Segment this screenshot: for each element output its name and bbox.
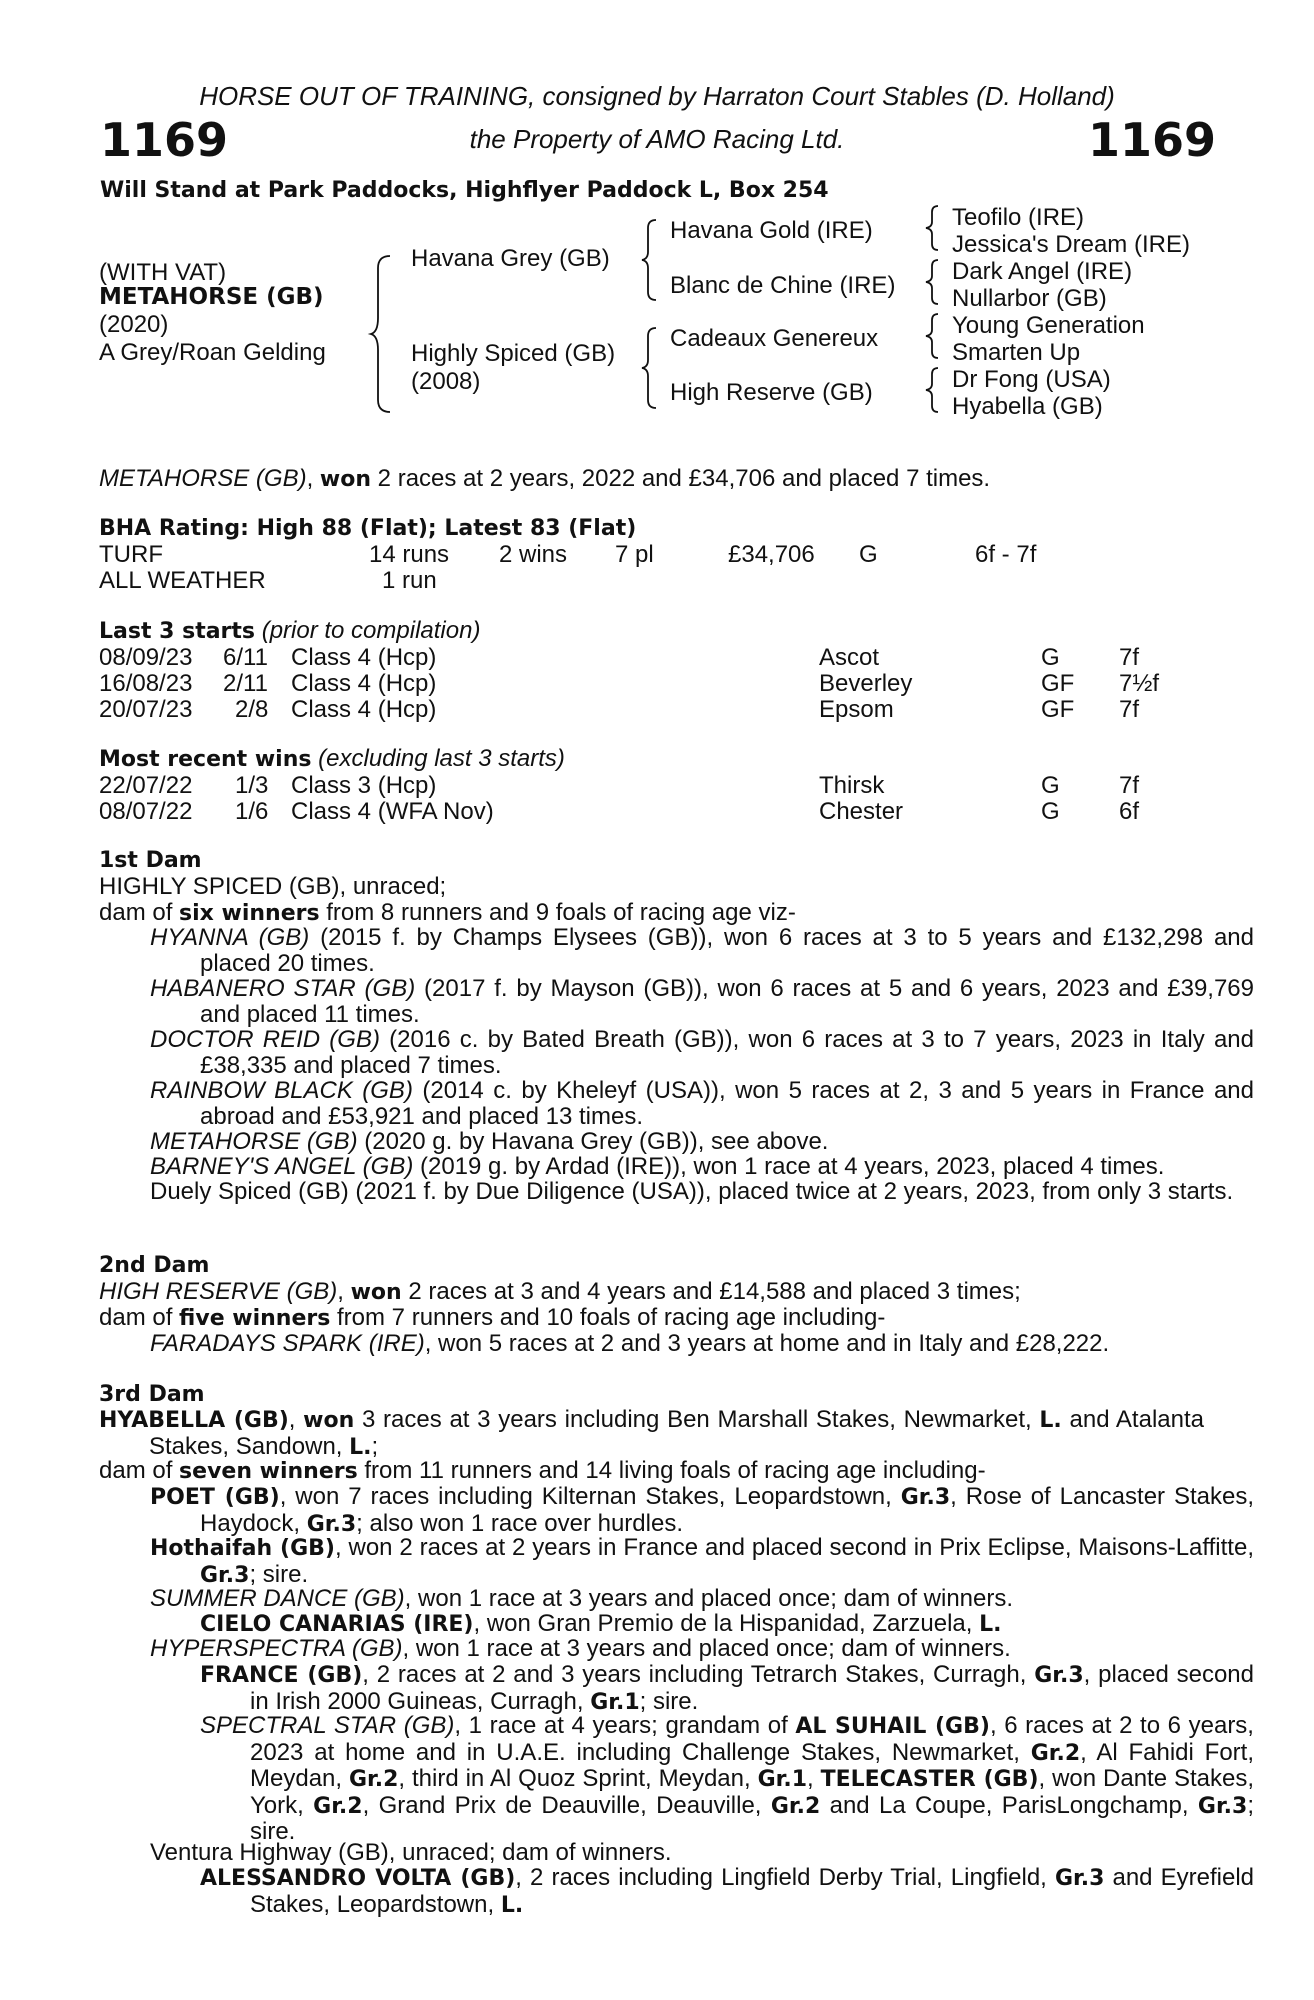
race-class: Class 4 (Hcp) [291,696,437,723]
going: G [1041,798,1060,825]
earnings: £34,706 [728,541,815,568]
distance: 7½f [1119,670,1160,697]
dam-name: HIGH RESERVE (GB) [99,1278,338,1305]
dam-name: Highly Spiced (GB) [411,340,616,367]
brace-ss [924,204,942,252]
distance: 7f [1119,696,1140,723]
grade: L. [1039,1408,1062,1433]
progeny-entry [150,1027,1254,1078]
grade: Gr.2 [1030,1740,1081,1766]
dam-name: HYABELLA (GB) [99,1408,289,1433]
second-dam-produce-line [99,1305,885,1332]
brace-sd [924,258,942,306]
progeny-entry-alessandro-volta [200,1865,1254,1918]
progeny-entry-hothaifah [150,1535,1254,1588]
text: , third in Al Quoz Sprint, Meydan, [398,1765,758,1792]
race-class: Class 4 (Hcp) [291,644,437,671]
distance: 7f [1119,772,1140,799]
lot-number-right: 1169 [1088,113,1217,167]
progeny-record: (2015 f. by Champs Elysees (GB)), won 6 races at 3 to 5 years and £132,298 and placed 20 times. [200,924,1254,977]
progeny-record: , won 5 races at 2 and 3 years at home and in Italy and £28,222. [424,1330,1110,1357]
date: 08/09/23 [99,644,193,671]
progeny-name: SUMMER DANCE (GB) [150,1585,405,1612]
progeny-entry-hyperspectra [150,1636,1011,1662]
grade: Gr.3 [306,1511,357,1537]
progeny-entry [150,1078,1254,1129]
grade: Gr.3 [1054,1866,1105,1891]
text: , won 1 race at 3 years and placed once; dam of winners. [404,1585,1014,1612]
ped-ddd: Hyabella (GB) [952,393,1103,420]
surface: ALL WEATHER [99,567,266,594]
distance: 6f - 7f [975,541,1037,568]
lot-number-left: 1169 [100,113,229,167]
progeny-name: FRANCE (GB) [200,1663,363,1688]
horse-description: A Grey/Roan Gelding [99,339,326,366]
third-dam-heading: 3rd Dam [99,1382,205,1407]
summary-won: won [319,467,372,492]
third-dam-produce-line [99,1458,986,1485]
distance: 7f [1119,644,1140,671]
progeny-name: RAINBOW BLACK (GB) [150,1077,413,1104]
text: dam of [99,899,180,926]
recent-wins-heading [99,746,565,773]
text: , Al Fahidi Fort, Meydan, [250,1738,1255,1792]
second-dam-heading: 2nd Dam [99,1253,210,1278]
text: , 6 races at 2 to 6 years, 2023 at home and in U.A.E. including Challenge Stakes, Newmarket, [250,1712,1254,1766]
grade: L. [979,1612,1002,1637]
position: 1/3 [235,772,269,799]
sire-name: Havana Grey (GB) [411,245,610,272]
dam-year: (2008) [411,368,481,395]
grade: Gr.2 [313,1793,363,1819]
winners-count: five winners [179,1306,331,1331]
progeny-entry-spectral-star [200,1713,1254,1845]
grade: Gr.3 [1034,1663,1084,1688]
recent-wins-note: (excluding last 3 starts) [311,745,565,772]
text: , placed second in Irish 2000 Guineas, Curragh, [250,1661,1254,1715]
sire-dam: Blanc de Chine (IRE) [670,272,896,299]
brace-dam [640,326,660,410]
progeny-entry: Duely Spiced (GB) (2021 f. by Due Diligence (USA)), placed twice at 2 years, 2023, from only 3 starts. [150,1178,1234,1205]
grade: L. [349,1434,372,1460]
progeny-name: Hothaifah (GB) [150,1536,335,1561]
position: 2/8 [235,696,269,723]
runs: 14 runs [369,541,450,568]
progeny-name: FARADAYS SPARK (IRE) [150,1330,425,1357]
first-dam-line: HIGHLY SPICED (GB), unraced; [99,873,447,900]
dam-sire: Cadeaux Genereux [670,325,879,352]
progeny-name: DOCTOR REID (GB) [150,1026,380,1053]
grade: Gr.3 [1197,1793,1248,1819]
horse-name: METAHORSE (GB) [99,284,324,310]
recent-wins-title: Most recent wins [99,747,312,772]
progeny-record: (2020 g. by Havana Grey (GB)), see above. [357,1128,829,1155]
progeny-name: METAHORSE (GB) [150,1128,358,1155]
going: GF [1041,696,1075,723]
text: , won Gran Premio de la Hispanidad, Zarzuela, [473,1610,980,1637]
last-starts-title: Last 3 starts [99,619,256,644]
date: 08/07/22 [99,798,193,825]
winners-count: seven winners [179,1459,358,1484]
text: from 7 runners and 10 foals of racing age including- [330,1304,886,1331]
text: and Atalanta Stakes, Sandown, [149,1406,1204,1460]
text: 2 races at 3 and 4 years and £14,588 and placed 3 times; [401,1278,1021,1305]
text: dam of [99,1304,180,1331]
brace-dd [924,366,942,414]
ped-dss: Young Generation [952,312,1145,339]
progeny-entry [150,1129,828,1155]
progeny-record: (2016 c. by Bated Breath (GB)), won 6 races at 3 to 7 years, 2023 in Italy and £38,335 and placed 7 times. [200,1026,1254,1079]
text: ; [371,1432,379,1460]
brace-sire [640,218,660,302]
text: from 8 runners and 9 foals of racing age viz- [319,899,796,926]
progeny-entry [150,976,1254,1027]
progeny-name: POET (GB) [150,1485,280,1510]
text: ; sire. [249,1560,309,1588]
progeny-record: (2019 g. by Ardad (IRE)), won 1 race at 4 years, 2023, placed 4 times. [413,1153,1165,1180]
second-dam-line [99,1279,1021,1306]
progeny-name: CIELO CANARIAS (IRE) [200,1612,474,1637]
text: , Grand Prix de Deauville, Deauville, [362,1791,771,1819]
dam-dam: High Reserve (GB) [670,379,873,406]
progeny-name: HYPERSPECTRA (GB) [150,1635,403,1662]
text: ; sire. [639,1687,699,1715]
grade: L. [500,1892,524,1918]
grand-progeny-name: TELECASTER (GB) [820,1767,1039,1792]
course: Beverley [819,670,913,697]
bha-rating-heading: BHA Rating: High 88 (Flat); Latest 83 (Flat) [99,516,637,541]
progeny-name: SPECTRAL STAR (GB) [200,1712,455,1739]
first-dam-heading: 1st Dam [99,848,202,873]
sire-sire: Havana Gold (IRE) [670,217,873,244]
summary-name: METAHORSE (GB) [99,465,307,492]
horse-year: (2020) [99,311,169,338]
text: , won Dante Stakes, York, [250,1765,1255,1819]
surface: TURF [99,541,163,568]
winners-count: six winners [179,901,320,926]
grade: Gr.2 [348,1767,399,1792]
progeny-record: (2017 f. by Mayson (GB)), won 6 races at 5 and 6 years, 2023 and £39,769 and placed 11 times. [200,975,1255,1028]
progeny-name: HYANNA (GB) [150,924,310,951]
race-class: Class 4 (WFA Nov) [291,798,494,825]
progeny-entry-france [200,1662,1254,1715]
going: G [1041,644,1060,671]
progeny-name: ALESSANDRO VOLTA (GB) [200,1866,516,1891]
progeny-name: BARNEY'S ANGEL (GB) [150,1153,414,1180]
ped-dsd: Smarten Up [952,339,1081,366]
grade: Gr.3 [900,1485,951,1510]
date: 20/07/23 [99,696,193,723]
course: Chester [819,798,904,825]
vat-note: (WITH VAT) [99,259,227,286]
race-summary: METAHORSE (GB), won 2 races at 2 years, 2022 and £34,706 and placed 7 times. [99,465,991,492]
text: , 2 races at 2 and 3 years including Tetrarch Stakes, Curragh, [362,1661,1035,1688]
text: , Rose of Lancaster Stakes, Haydock, [200,1483,1254,1537]
ped-sss: Teofilo (IRE) [952,204,1085,231]
text: ; sire. [250,1791,1254,1845]
grade: Gr.1 [590,1689,640,1715]
first-dam-produce-line [99,900,796,927]
brace-ds [924,312,942,360]
progeny-entry [150,925,1254,976]
ped-ssd: Jessica's Dream (IRE) [952,231,1190,258]
ped-dds: Dr Fong (USA) [952,366,1111,393]
property-line: the Property of AMO Racing Ltd. [469,124,845,154]
distance: 6f [1119,798,1140,825]
going: G [1041,772,1060,799]
position: 2/11 [223,670,268,697]
progeny-entry [150,1331,1109,1357]
progeny-entry [150,1154,1164,1180]
consignor-line: HORSE OUT OF TRAINING, consigned by Harraton Court Stables (D. Holland) [199,81,1115,111]
won: won [303,1408,355,1433]
text: , won 7 races including Kilternan Stakes, Leopardstown, [279,1483,901,1510]
runs: 1 run [382,567,437,594]
progeny-record: (2014 c. by Kheleyf (USA)), won 5 races at 2, 3 and 5 years in France and abroad and £53,921 and placed 13 times. [200,1077,1254,1130]
text: , [337,1278,351,1305]
stabling-location: Will Stand at Park Paddocks, Highflyer Paddock L, Box 254 [100,178,829,203]
text: , won 1 race at 3 years and placed once; dam of winners. [402,1635,1011,1662]
text: ; also won 1 race over hurdles. [356,1509,683,1537]
grade: Gr.3 [200,1562,250,1588]
course: Ascot [819,644,880,671]
text: , [807,1765,821,1792]
last-starts-note: (prior to compilation) [255,617,481,644]
ped-sds: Dark Angel (IRE) [952,258,1133,285]
date: 22/07/22 [99,772,193,799]
race-class: Class 3 (Hcp) [291,772,437,799]
progeny-entry-ventura-highway: Ventura Highway (GB), unraced; dam of winners. [150,1839,672,1866]
race-class: Class 4 (Hcp) [291,670,437,697]
text: from 11 runners and 14 living foals of racing age including- [357,1457,986,1484]
course: Epsom [819,696,894,723]
won: won [350,1280,402,1305]
progeny-entry-cielo-canarias [200,1611,1001,1638]
progeny-entry-poet [150,1484,1254,1537]
text: , 1 race at 4 years; grandam of [454,1712,796,1739]
text: and Eyrefield Stakes, Leopardstown, [250,1864,1254,1918]
progeny-entry-summer-dance [150,1586,1013,1612]
ped-sdd: Nullarbor (GB) [952,285,1107,312]
summary-text: 2 races at 2 years, 2022 and £34,706 and placed 7 times. [371,465,991,492]
grade: Gr.2 [770,1793,821,1819]
going: G [859,541,878,568]
last-starts-heading [99,618,480,645]
progeny-name: HABANERO STAR (GB) [150,975,416,1002]
text: , [288,1406,304,1433]
going: GF [1041,670,1075,697]
grand-progeny-name: AL SUHAIL (GB) [795,1714,990,1739]
text: , won 2 races at 2 years in France and placed second in Prix Eclipse, Maisons-Laffitte, [334,1534,1254,1561]
brace-main [370,254,394,414]
position: 6/11 [223,644,268,671]
grade: Gr.1 [757,1767,808,1792]
date: 16/08/23 [99,670,193,697]
placed: 7 pl [615,541,654,568]
wins: 2 wins [499,541,568,568]
third-dam-line [99,1407,1204,1460]
text: and La Coupe, ParisLongchamp, [820,1791,1198,1819]
course: Thirsk [819,772,885,799]
text: 3 races at 3 years including Ben Marshall Stakes, Newmarket, [354,1406,1040,1433]
text: , 2 races including Lingfield Derby Trial, Lingfield, [515,1864,1055,1891]
position: 1/6 [235,798,269,825]
text: dam of [99,1457,180,1484]
